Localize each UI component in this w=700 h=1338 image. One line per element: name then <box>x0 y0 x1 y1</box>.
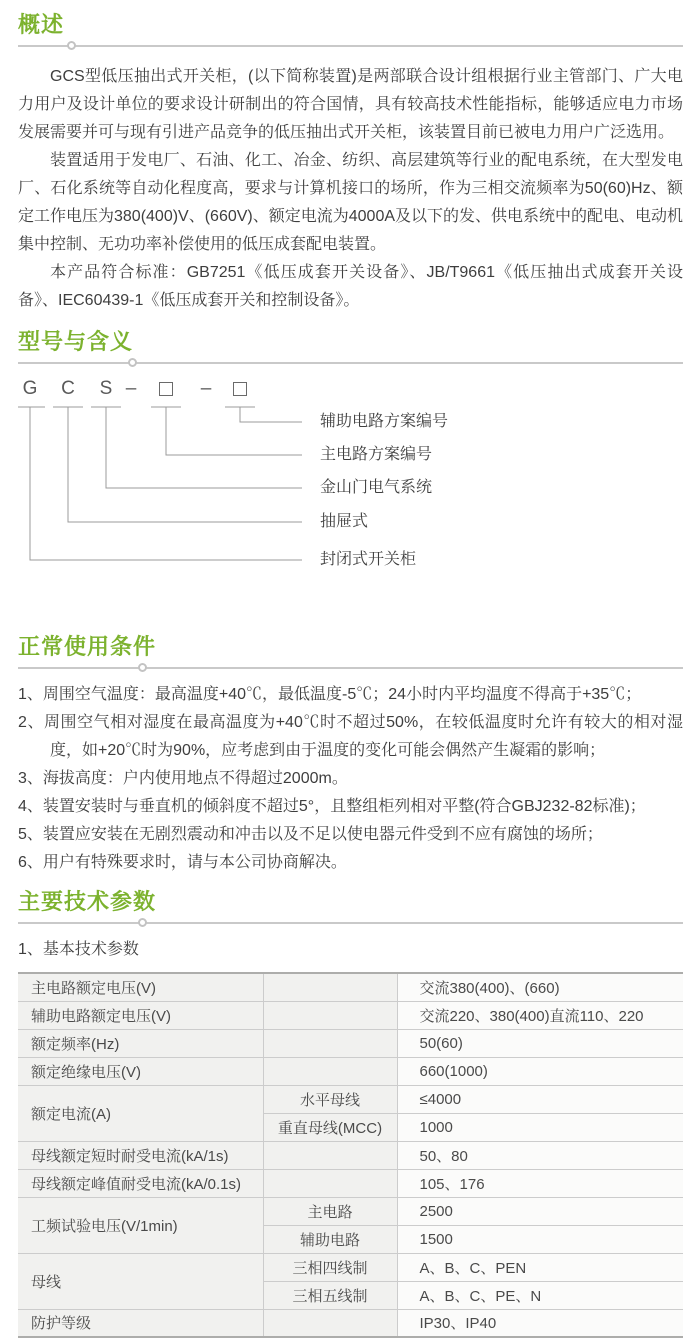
param-name-cell: 母线额定峰值耐受电流(kA/0.1s) <box>18 1169 263 1197</box>
conditions-divider <box>18 667 683 669</box>
model-box-icon <box>233 382 247 396</box>
param-value-cell: 660(1000) <box>397 1057 683 1085</box>
overview-paragraph: 本产品符合标准：GB7251《低压成套开关设备》、JB/T9661《低压抽出式成套开关设备》、IEC60439-1《低压成套开关和控制设备》。 <box>18 264 683 309</box>
param-name-cell: 辅助电路额定电压(V) <box>18 1001 263 1029</box>
param-name-cell: 额定电流(A) <box>18 1085 263 1141</box>
param-value-cell: 50(60) <box>397 1029 683 1057</box>
param-value-cell: 交流380(400)、(660) <box>397 973 683 1001</box>
param-sub-cell <box>263 1057 397 1085</box>
overview-paragraph: GCS型低压抽出式开关柜，(以下简称装置)是两部联合设计组根据行业主管部门、广大电力用户及设计单位的要求设计研制出的符合国情，具有较高技术性能指标，能够适应电力市场发展需要并可与现有引进产品竞争的低压抽出式开关柜，该装置目前已被电力用户广泛选用。 <box>18 68 683 141</box>
param-sub-cell: 水平母线 <box>263 1085 397 1113</box>
conditions-list <box>18 681 683 877</box>
param-value-cell: 交流220、380(400)直流110、220 <box>397 1001 683 1029</box>
model-label-drawer-type: 抽屉式 <box>320 513 369 530</box>
param-name-cell: 额定频率(Hz) <box>18 1029 263 1057</box>
overview-title: 概述 <box>18 12 65 37</box>
model-code-dash: – <box>125 378 137 399</box>
param-sub-cell <box>263 1001 397 1029</box>
param-name-cell: 母线额定短时耐受电流(kA/1s) <box>18 1141 263 1169</box>
param-value-cell: 105、176 <box>397 1169 683 1197</box>
param-value-cell: A、B、C、PE、N <box>397 1281 683 1309</box>
divider-dot-icon <box>138 918 147 927</box>
model-label-main-circuit: 主电路方案编号 <box>320 446 433 463</box>
param-value-cell: 1500 <box>397 1225 683 1253</box>
table-row <box>18 973 683 1001</box>
divider-dot-icon <box>67 41 76 50</box>
parameters-divider <box>18 922 683 924</box>
model-code-diagram <box>18 378 683 578</box>
condition-item: 3、海拔高度：户内使用地点不得超过2000m。 <box>18 770 348 787</box>
overview-body <box>18 63 683 315</box>
condition-item: 4、装置安装时与垂直机的倾斜度不超过5°，且整组柜列相对平整(符合GBJ232-82标准)； <box>18 798 646 815</box>
param-sub-cell <box>263 1309 397 1337</box>
param-sub-cell <box>263 1169 397 1197</box>
param-name-cell: 工频试验电压(V/1min) <box>18 1197 263 1253</box>
table-row <box>18 1169 683 1197</box>
condition-item: 6、用户有特殊要求时，请与本公司协商解决。 <box>18 854 347 871</box>
conditions-section-header <box>18 634 683 669</box>
divider-dot-icon <box>128 358 137 367</box>
param-name-cell: 防护等级 <box>18 1309 263 1337</box>
param-value-cell: A、B、C、PEN <box>397 1253 683 1281</box>
table-row <box>18 1057 683 1085</box>
param-sub-cell: 辅助电路 <box>263 1225 397 1253</box>
overview-section-header <box>18 12 683 47</box>
model-code-letter: G <box>22 378 38 399</box>
model-label-enclosed: 封闭式开关柜 <box>320 551 417 568</box>
table-row <box>18 1141 683 1169</box>
conditions-title: 正常使用条件 <box>18 634 157 659</box>
model-code-letter: S <box>99 378 113 399</box>
table-row <box>18 1029 683 1057</box>
model-box-icon <box>159 382 173 396</box>
condition-item: 1、周围空气温度：最高温度+40℃，最低温度-5℃；24小时内平均温度不得高于+35℃； <box>18 686 642 703</box>
parameters-table <box>18 972 683 1338</box>
model-code-dash: – <box>200 378 212 399</box>
param-value-cell: 1000 <box>397 1113 683 1141</box>
param-sub-cell: 三相四线制 <box>263 1253 397 1281</box>
model-title: 型号与含义 <box>18 329 134 354</box>
model-code-letter: C <box>61 378 75 399</box>
table-row <box>18 1085 683 1113</box>
table-row <box>18 1309 683 1337</box>
param-sub-cell <box>263 1141 397 1169</box>
table-row <box>18 1253 683 1281</box>
model-label-aux-circuit: 辅助电路方案编号 <box>320 413 449 430</box>
parameters-subtitle: 1、基本技术参数 <box>18 941 139 958</box>
param-name-cell: 母线 <box>18 1253 263 1309</box>
overview-divider <box>18 45 683 47</box>
param-sub-cell: 三相五线制 <box>263 1281 397 1309</box>
parameters-section-header <box>18 889 683 924</box>
condition-item: 2、周围空气相对湿度在最高温度为+40℃时不超过50%，在较低温度时允许有较大的相对湿度，如+20℃时为90%，应考虑到由于温度的变化可能会偶然产生凝霜的影响； <box>18 714 683 759</box>
param-value-cell: 2500 <box>397 1197 683 1225</box>
parameters-title: 主要技术参数 <box>18 889 157 914</box>
model-section-header <box>18 329 683 364</box>
param-name-cell: 额定绝缘电压(V) <box>18 1057 263 1085</box>
param-name-cell: 主电路额定电压(V) <box>18 973 263 1001</box>
param-sub-cell: 重直母线(MCC) <box>263 1113 397 1141</box>
model-divider <box>18 362 683 364</box>
param-value-cell: 50、80 <box>397 1141 683 1169</box>
table-row <box>18 1001 683 1029</box>
divider-dot-icon <box>138 663 147 672</box>
condition-item: 5、装置应安装在无剧烈震动和冲击以及不足以使电器元件受到不应有腐蚀的场所； <box>18 826 603 843</box>
table-row <box>18 1197 683 1225</box>
param-sub-cell <box>263 1029 397 1057</box>
param-sub-cell <box>263 973 397 1001</box>
param-value-cell: ≤4000 <box>397 1085 683 1113</box>
param-sub-cell: 主电路 <box>263 1197 397 1225</box>
overview-paragraph: 装置适用于发电厂、石油、化工、冶金、纺织、高层建筑等行业的配电系统，在大型发电厂、石化系统等自动化程度高，要求与计算机接口的场所，作为三相交流频率为50(60)Hz、额定工作电压为380(400)V、(660V)、额定电流为4000A及以下的发、供电系统中的配电、电动机集中控制、无功功率补偿使用的低压成套配电装置。 <box>18 152 684 253</box>
param-value-cell: IP30、IP40 <box>397 1309 683 1337</box>
model-label-system: 金山门电气系统 <box>320 479 433 496</box>
